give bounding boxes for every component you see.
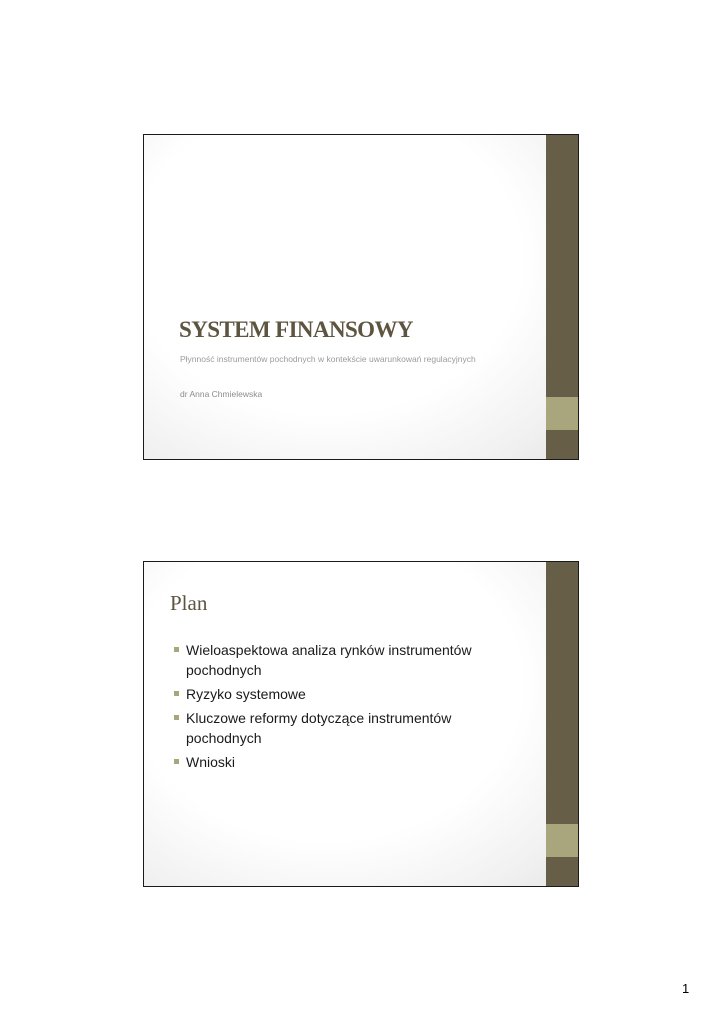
bullet-text: Ryzyko systemowe [186,686,306,702]
list-item [174,640,524,680]
bullet-text: Wieloaspektowa analiza rynków instrumentów pochodnych [186,642,472,678]
list-item [174,684,524,704]
slide-plan [143,561,579,887]
slide-title [143,134,579,460]
slide-side-accent [546,824,578,857]
slide-author: dr Anna Chmielewska [180,389,263,399]
slide-side-accent [546,397,578,430]
square-bullet-icon [174,647,179,652]
slide-plan-heading: Plan [170,591,208,615]
square-bullet-icon [174,715,179,720]
square-bullet-icon [174,691,179,696]
plan-bullet-list [174,640,524,776]
square-bullet-icon [174,759,179,764]
list-item [174,752,524,772]
slide-subtitle: Płynność instrumentów pochodnych w kontekście uwarunkowań regulacyjnych [180,354,476,364]
bullet-text: Kluczowe reformy dotyczące instrumentów pochodnych [186,710,452,746]
slide-title-heading: SYSTEM FINANSOWY [179,317,413,342]
bullet-text: Wnioski [186,754,236,770]
list-item [174,708,524,748]
page-number: 1 [682,981,690,996]
